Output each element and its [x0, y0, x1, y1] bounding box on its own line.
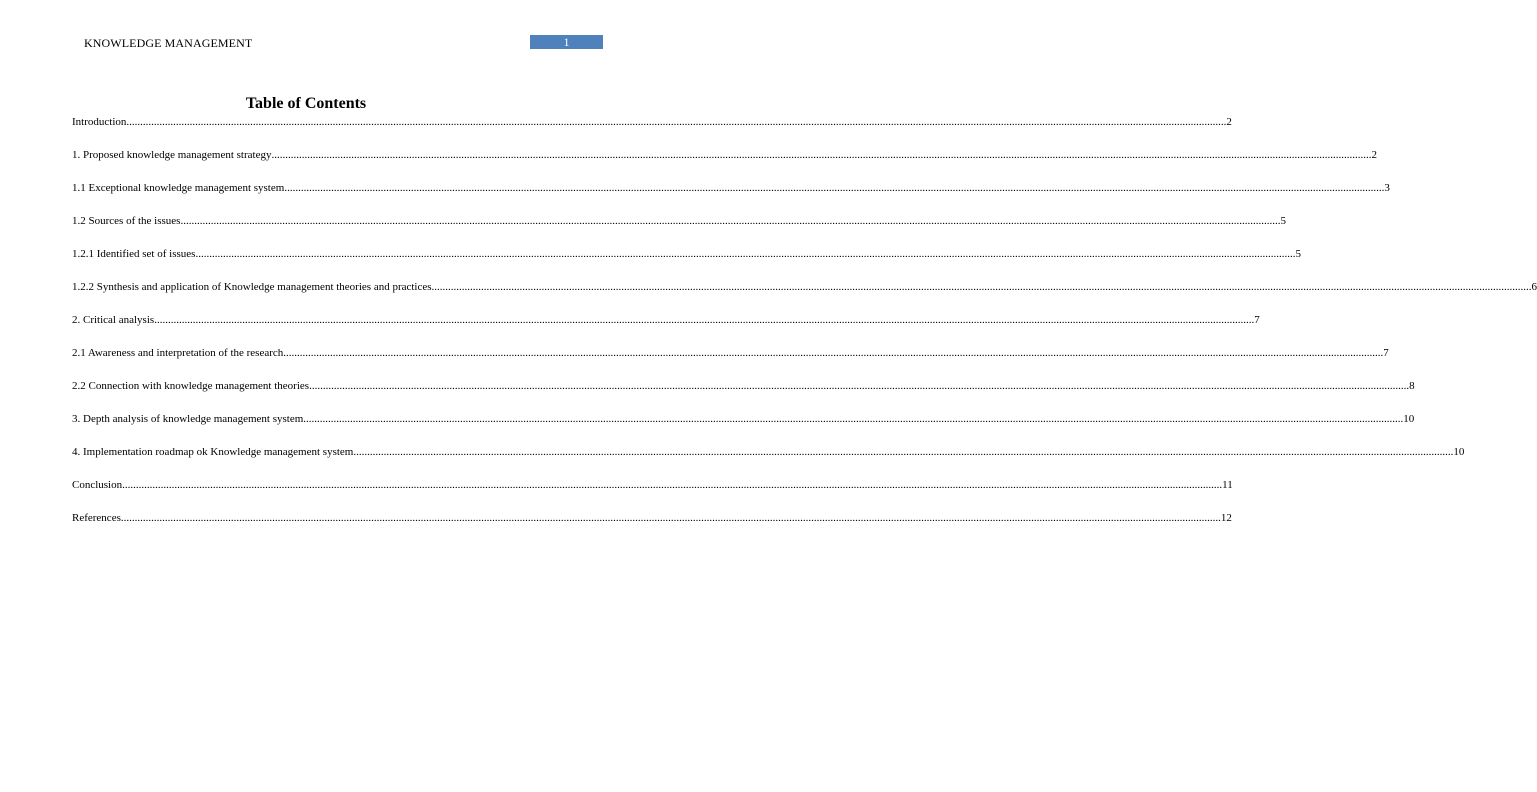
dot-leader: ................................................................................................................................................................................................................................................................................................................................................................................................................: [283, 347, 1384, 359]
dot-leader: ................................................................................................................................................................................................................................................................................................................................................................................................................: [353, 446, 1454, 458]
dot-leader: ................................................................................................................................................................................................................................................................................................................................................................................................................: [431, 281, 1532, 293]
toc-entry-label: 2.2 Connection with knowledge management theories: [72, 380, 310, 392]
toc-entry-page: 11: [1222, 479, 1233, 491]
toc-entry-identified-issues[interactable]: [72, 248, 1301, 264]
toc-entry-strategy[interactable]: [72, 149, 1377, 165]
running-head: KNOWLEDGE MANAGEMENT: [84, 36, 253, 50]
toc-entry-page: 10: [1453, 446, 1465, 458]
toc-entry-introduction[interactable]: [72, 116, 1232, 132]
toc-entry-label: References: [72, 512, 121, 524]
toc-entry-page: 3: [1384, 182, 1390, 194]
toc-entry-roadmap[interactable]: [72, 446, 1465, 462]
dot-leader: ................................................................................................................................................................................................................................................................................................................................................................................................................: [309, 380, 1410, 392]
toc-entry-page: 6: [1531, 281, 1537, 293]
toc-entry-page: 5: [1280, 215, 1286, 227]
toc-entry-label: Conclusion: [72, 479, 123, 491]
toc-entry-page: 8: [1409, 380, 1415, 392]
toc-entry-page: 5: [1295, 248, 1301, 260]
table-of-contents: [72, 116, 1537, 545]
toc-entry-label: 1.2.1 Identified set of issues: [72, 248, 196, 260]
toc-entry-synthesis[interactable]: [72, 281, 1537, 297]
toc-entry-label: 1.2.2 Synthesis and application of Knowledge management theories and practices: [72, 281, 432, 293]
toc-entry-conclusion[interactable]: [72, 479, 1233, 495]
toc-entry-exceptional-system[interactable]: [72, 182, 1390, 198]
toc-entry-label: 1. Proposed knowledge management strategy: [72, 149, 272, 161]
toc-entry-page: 10: [1403, 413, 1415, 425]
dot-leader: ................................................................................................................................................................................................................................................................................................................................................................................................................: [180, 215, 1281, 227]
dot-leader: ................................................................................................................................................................................................................................................................................................................................................................................................................: [120, 512, 1221, 524]
toc-entry-connection[interactable]: [72, 380, 1415, 396]
dot-leader: ................................................................................................................................................................................................................................................................................................................................................................................................................: [195, 248, 1296, 260]
toc-entry-label: 2. Critical analysis: [72, 314, 155, 326]
toc-title: Table of Contents: [245, 95, 367, 112]
page-number: 1: [530, 35, 603, 49]
toc-entry-label: 2.1 Awareness and interpretation of the research: [72, 347, 284, 359]
toc-entry-label: Introduction: [72, 116, 127, 128]
dot-leader: ................................................................................................................................................................................................................................................................................................................................................................................................................: [271, 149, 1372, 161]
toc-entry-label: 3. Depth analysis of knowledge management system: [72, 413, 304, 425]
toc-entry-critical-analysis[interactable]: [72, 314, 1260, 330]
toc-entry-label: 4. Implementation roadmap ok Knowledge management system: [72, 446, 354, 458]
toc-entry-depth-analysis[interactable]: [72, 413, 1415, 429]
toc-entry-references[interactable]: [72, 512, 1232, 528]
toc-entry-awareness[interactable]: [72, 347, 1389, 363]
dot-leader: ................................................................................................................................................................................................................................................................................................................................................................................................................: [303, 413, 1404, 425]
toc-entry-page: 7: [1254, 314, 1260, 326]
toc-entry-page: 2: [1371, 149, 1377, 161]
toc-entry-page: 7: [1383, 347, 1389, 359]
dot-leader: ................................................................................................................................................................................................................................................................................................................................................................................................................: [126, 116, 1227, 128]
toc-entry-label: 1.2 Sources of the issues: [72, 215, 181, 227]
toc-entry-page: 12: [1220, 512, 1232, 524]
toc-entry-page: 2: [1226, 116, 1232, 128]
toc-entry-sources-of-issues[interactable]: [72, 215, 1286, 231]
dot-leader: ................................................................................................................................................................................................................................................................................................................................................................................................................: [122, 479, 1223, 491]
dot-leader: ................................................................................................................................................................................................................................................................................................................................................................................................................: [284, 182, 1385, 194]
dot-leader: ................................................................................................................................................................................................................................................................................................................................................................................................................: [154, 314, 1255, 326]
toc-entry-label: 1.1 Exceptional knowledge management system: [72, 182, 285, 194]
